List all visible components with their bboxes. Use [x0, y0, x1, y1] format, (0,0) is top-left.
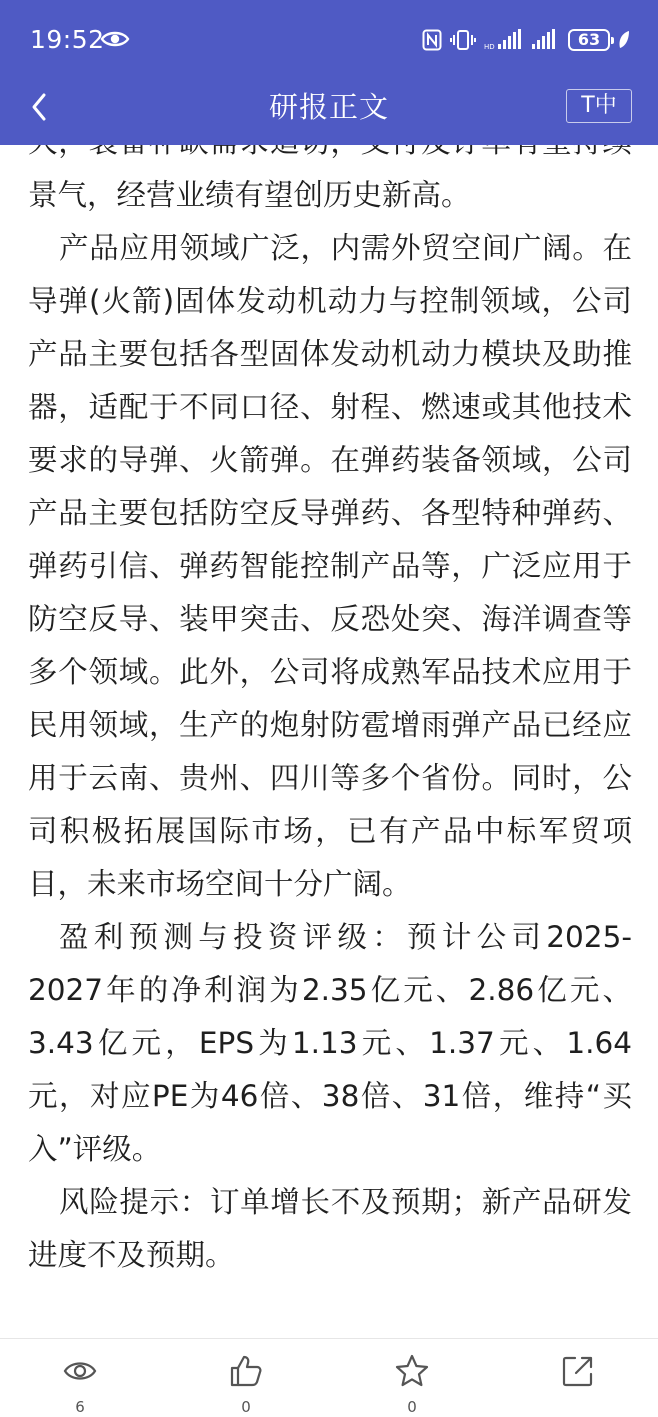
views-button[interactable] [50, 1353, 110, 1415]
article-paragraph: 产品应用领域广泛，内需外贸空间广阔。在导弹(火箭)固体发动机动力与控制领域，公司产品主要包括各型固体发动机动力模块及助推器，适配于不同口径、射程、燃速或其他技术要求的导弹、火箭弹。在弹药装备领域，公司产品主要包括防空反导弹药、各型特种弹药、弹药引信、弹药智能控制产品等，广泛应用于防空反导、装甲突击、反恐处突、海洋调查等多个领域。此外，公司将成熟军品技术应用于民用领域，生产的炮射防雹增雨弹产品已经应用于云南、贵州、四川等多个省份。同时，公司积极拓展国际市场，已有产品中标军贸项目，未来市场空间十分广阔。 [28, 231, 632, 901]
app-header [0, 0, 658, 145]
status-icons [422, 27, 630, 53]
share-button[interactable] [548, 1353, 608, 1389]
signal-icon [530, 29, 560, 51]
nav-bar [0, 75, 658, 139]
favorite-button[interactable] [382, 1353, 442, 1415]
favorites-count: 0 [407, 1398, 417, 1416]
eye-icon [100, 28, 130, 50]
eye-icon [62, 1353, 98, 1389]
nfc-icon [422, 29, 442, 51]
like-button[interactable] [216, 1353, 276, 1415]
views-count: 6 [75, 1398, 85, 1416]
battery-icon [568, 29, 610, 51]
likes-count: 0 [241, 1398, 251, 1416]
article-body [28, 116, 632, 1282]
article-paragraph: 景气，经营业绩有望创历史新高。 [28, 178, 471, 212]
status-bar [0, 18, 658, 62]
signal-icon [484, 29, 522, 51]
leaf-icon [618, 30, 630, 50]
article-paragraph: 风险提示：订单增长不及预期；新产品研发进度不及预期。 [28, 1185, 632, 1272]
vibrate-icon [450, 29, 476, 51]
font-size-toggle-button[interactable]: T中 [566, 89, 632, 123]
status-time: 19:52 [30, 25, 105, 54]
article-content[interactable] [0, 143, 658, 1338]
article-paragraph: 盈利预测与投资评级：预计公司2025-2027年的净利润为2.35亿元、2.86亿元、3.43亿元，EPS为1.13元、1.37元、1.64元，对应PE为46倍、38倍、31倍，维持“买入”评级。 [28, 920, 632, 1166]
svg-text:HD: HD [484, 43, 495, 51]
battery-level: 63 [577, 30, 601, 49]
share-icon [560, 1353, 596, 1389]
star-icon [394, 1353, 430, 1389]
thumbs-up-icon [228, 1353, 264, 1389]
page-title: 研报正文 [268, 90, 389, 124]
bottom-action-bar [0, 1338, 658, 1417]
